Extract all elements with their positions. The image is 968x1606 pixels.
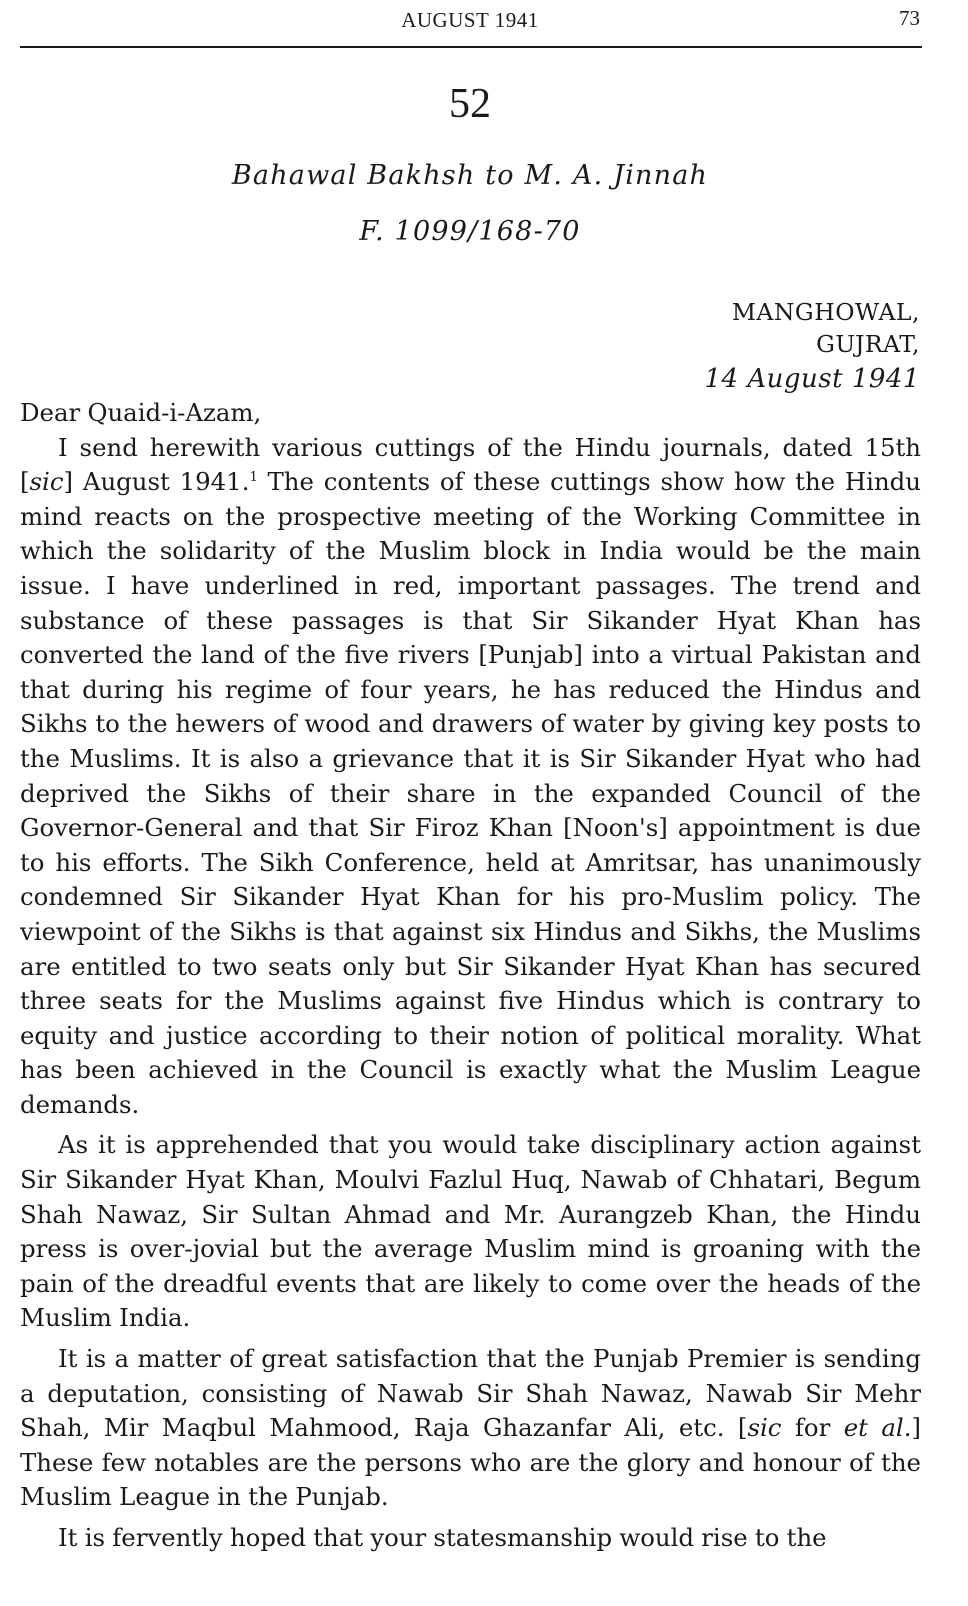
paragraph-3-text-a: It is a matter of great satisfaction that the Punjab Premier is sending a deputation, consisting of Nawab Sir Shah Nawaz, Nawab Sir Mehr Shah, Mir Maqbul Mahmood, Raja Ghazanfar Ali, etc. [ (20, 1344, 921, 1443)
running-header (20, 6, 920, 38)
page-number: 73 (899, 6, 920, 30)
salutation: Dear Quaid-i-Azam, (20, 398, 262, 427)
paragraph-1-text-c: The contents of these cuttings show how the Hindu mind reacts on the prospective meeting of the Working Committee in which the solidarity of the Muslim block in India would be the main issue. I have underlined in red, important passages. The trend and substance of these passages is that Sir Sikander Hyat Khan has converted the land of the five rivers [Punjab] into a virtual Pakistan and that during his regime of four years, he has reduced the Hindus and Sikhs to the hewers of wood and drawers of water by giving key posts to the Muslims. It is also a grievance that it is Sir Sikander Hyat who had deprived the Sikhs of their share in the expanded Council of the Governor-General and that Sir Firoz Khan [Noon's] appointment is due to his efforts. The Sikh Conference, held at Amritsar, has unanimously condemned Sir Sikander Hyat Khan for his pro-Muslim policy. The viewpoint of the Sikhs is that against six Hindus and Sikhs, the Muslims are entitled to two seats only but Sir Sikander Hyat Khan has secured three seats for the Muslims against five Hindus which is contrary to equity and justice according to their notion of political morality. What has been achieved in the Council is exactly what the Muslim League demands. (20, 467, 922, 1119)
header-rule (20, 46, 922, 48)
paragraph-3 (20, 1342, 921, 1515)
address-line-1: MANGHOWAL, (731, 298, 920, 326)
paragraph-2: As it is apprehended that you would take disciplinary action against Sir Sikander Hyat Khan, Moulvi Fazlul Huq, Nawab of Chhatari, Begum Shah Nawaz, Sir Sultan Ahmad and Mr. Aurangzeb Khan, the Hindu press is over-jovial but the average Muslim mind is groaning with the pain of the dreadful events that are likely to come over the heads of the Muslim India. (20, 1130, 921, 1333)
paragraph-3-text-b: for (781, 1413, 844, 1443)
document-heading: Bahawal Bakhsh to M. A. Jinnah (231, 160, 709, 191)
paragraph-4: It is fervently hoped that your statesmanship would rise to the (58, 1523, 827, 1552)
document-number: 52 (449, 81, 491, 127)
letter-body (20, 396, 921, 1556)
paragraph-1-text-a: I send herewith various cuttings of the Hindu journals, dated 15th (58, 432, 921, 462)
footnote-marker: 1 (249, 470, 258, 486)
et-al-annotation: et al. (843, 1413, 912, 1443)
running-title: AUGUST 1941 (401, 8, 539, 32)
sic-annotation: sic (29, 467, 64, 497)
paragraph-1-text-b: August 1941. (73, 467, 250, 497)
letter-date: 14 August 1941 (704, 364, 920, 394)
paragraph-1: I send herewith various cuttings of the Hindu journals, dated 15th [sic] August 1941.$^1$ The contents of these cuttings show how the Hindu mind reacts on the prospective meeting of the Working Committee in which the solidarity of the Muslim block in India would be the main issue. I have underlined in red, important passages. The trend and substance of these passages is that Sir Sikander Hyat Khan has converted the land of the five rivers [Punjab] into a virtual Pakistan and that during his regime of four years, he has reduced the Hindus and Sikhs to the hewers of wood and drawers of water by giving key posts to the Muslims. It is also a grievance that it is Sir Sikander Hyat who had deprived the Sikhs of their share in the expanded Council of the Governor-General and that Sir Firoz Khan [Noon's] appointment is due to his efforts. The Sikh Conference, held at Amritsar, has unanimously condemned Sir Sikander Hyat Khan for his pro-Muslim policy. The viewpoint of the Sikhs is that against six Hindus and Sikhs, the Muslims are entitled to two seats only but Sir Sikander Hyat Khan has secured three seats for the Muslims against five Hindus which is contrary to equity and justice according to their notion of political morality. What has been achieved in the Council is exactly what the Muslim League demands. (20, 432, 922, 1119)
document-reference: F. 1099/168-70 (359, 216, 581, 247)
sic-annotation-2: sic (747, 1413, 782, 1443)
sender-address (705, 296, 920, 398)
paragraph-3-text-c: ] These few notables are the persons who are the glory and honour of the Muslim League in the Punjab. (20, 1413, 921, 1512)
address-line-2: GUJRAT, (816, 330, 920, 358)
